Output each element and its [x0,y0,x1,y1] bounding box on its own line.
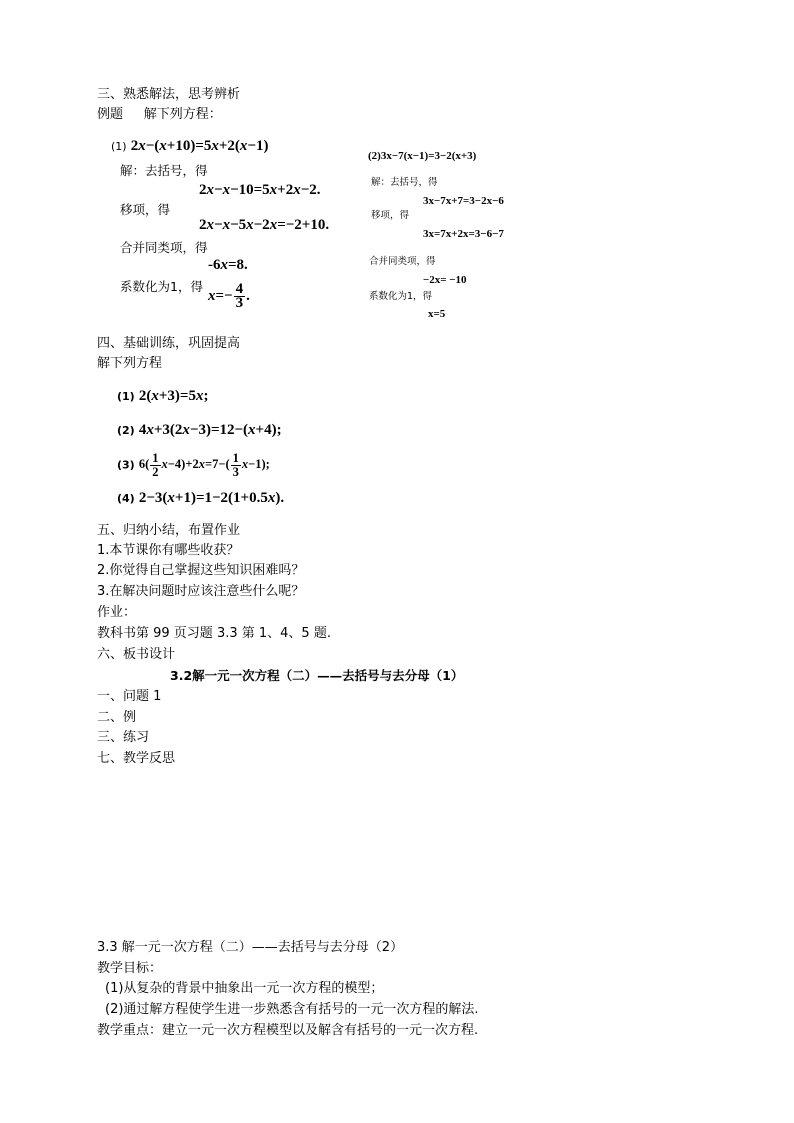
board-item-2: 二、例 [97,710,137,725]
ex1-equation: (1) 2x−(x+10)=5x+2(x−1) [111,138,269,154]
section5-heading: 五、归纳小结，布置作业 [97,523,241,538]
ex1-step2-label: 移项，得 [120,202,171,217]
ex2-step1-label: 解：去括号，得 [371,177,438,188]
example-label: 例题 [97,107,124,122]
ex2-equation: (2)3x−7(x−1)=3−2(x+3) [368,150,477,162]
ex2-step3-equation: −2x= −10 [423,274,467,286]
ex1-label: (1) [111,140,127,153]
summary-question-2: 2.你觉得自己掌握这些知识困难吗？ [97,563,305,578]
ex1-step2-equation: 2x−x−5x−2x=−2+10. [199,217,330,233]
goal-2: (2)通过解方程使学生进一步熟悉含有括号的一元一次方程的解法. [105,1002,479,1017]
goal-1: (1)从复杂的背景中抽象出一元一次方程的模型； [105,981,384,996]
key-points: 教学重点：建立一元一次方程模型以及解含有括号的一元一次方程. [97,1023,479,1038]
board-item-3: 三、练习 [97,730,150,745]
example-line [97,106,222,124]
summary-question-1: 1.本节课你有哪些收获？ [97,543,240,558]
ex1-step4-equation: x=− $\frac{4}{3}$ . [208,281,250,311]
ex1-step1-label: 解：去括号，得 [120,163,208,178]
ex1-step3-label: 合并同类项，得 [120,240,208,255]
next-lesson-title: 3.3 解一元一次方程（二）——去括号与去分母（2） [97,940,404,955]
practice-3: (3) 6( $\frac{1}{2}$ x−4)+2x=7−( $\frac{1}{3}$ x−1); [117,451,270,479]
ex1-step4-label: 系数化为1，得 [120,279,203,294]
practice-1: (1) 2(x+3)=5x; [117,388,209,404]
section4-heading: 四、基础训练，巩固提高 [97,336,241,351]
ex2-step2-equation: 3x=7x+2x=3−6−7 [423,228,504,240]
ex2-step4-label: 系数化为1，得 [369,291,433,302]
section3-heading: 三、熟悉解法，思考辨析 [97,87,241,102]
practice-2: (2) 4x+3(2x−3)=12−(x+4); [117,422,282,438]
goals-label: 教学目标： [97,961,163,976]
section7-heading: 七、教学反思 [97,751,176,766]
ex2-step3-label: 合并同类项，得 [369,256,436,267]
section4-instruction: 解下列方程 [97,356,163,371]
ex1-step3-equation: -6x=8. [208,257,248,273]
practice-4: (4) 2−3(x+1)=1−2(1+0.5x). [117,490,285,506]
ex2-step4-equation: x=5 [428,308,446,320]
board-item-1: 一、问题 1 [97,689,162,704]
ex2-step1-equation: 3x−7x+7=3−2x−6 [423,195,504,207]
summary-question-3: 3.在解决问题时应该注意些什么呢？ [97,584,305,599]
example-instruction: 解下列方程： [143,107,222,122]
board-title: 3.2解一元一次方程（二）——去括号与去分母（1） [170,668,464,683]
homework-text: 教科书第 99 页习题 3.3 第 1、4、5 题. [97,626,331,641]
homework-label: 作业： [97,605,137,620]
ex1-step1-equation: 2x−x−10=5x+2x−2. [199,182,321,198]
ex2-step2-label: 移项，得 [371,210,410,221]
section6-heading: 六、板书设计 [97,647,176,662]
